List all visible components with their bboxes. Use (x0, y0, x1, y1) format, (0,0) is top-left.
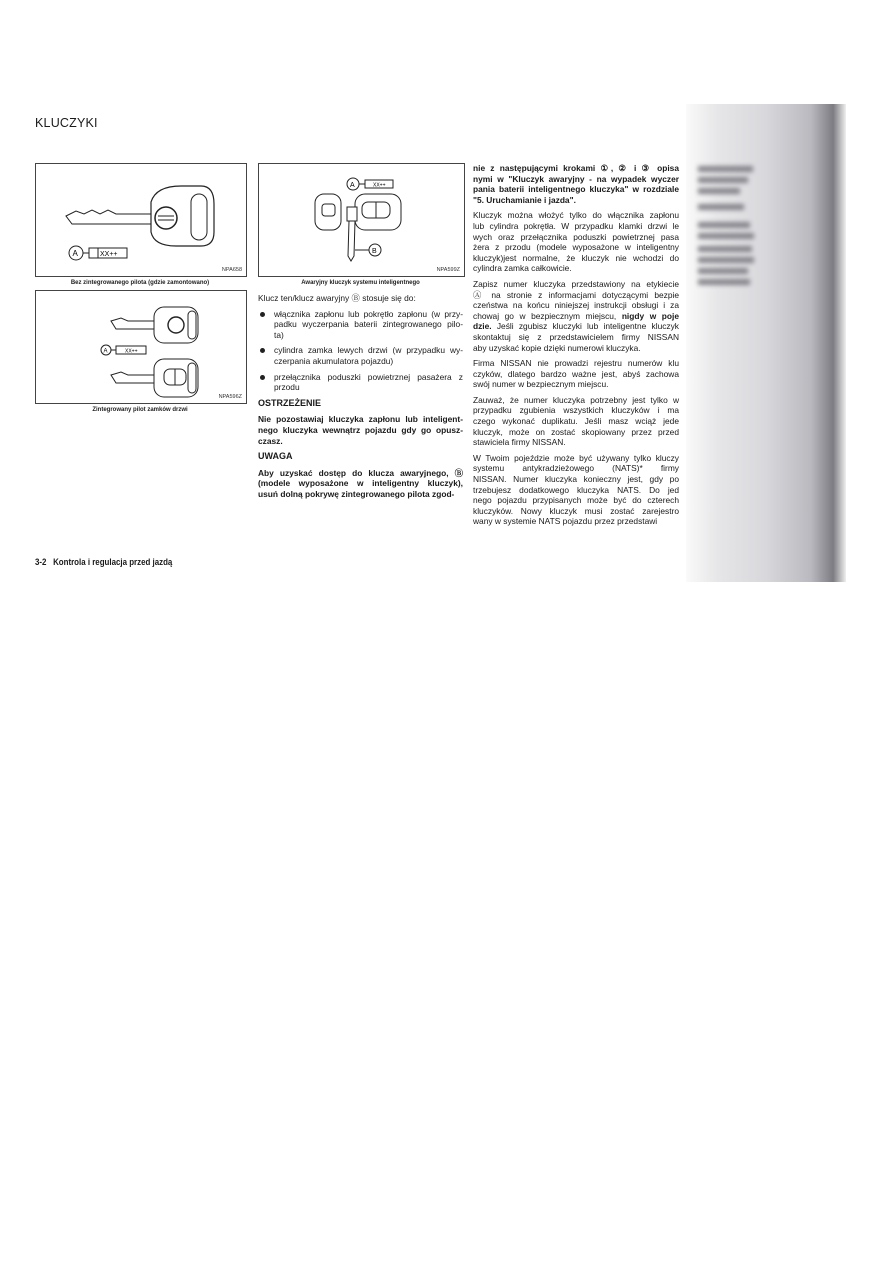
svg-text:A: A (350, 182, 355, 189)
intro-text: Klucz ten/klucz awaryjny Ⓑ stosuje się do: (258, 293, 416, 303)
text-line (473, 321, 679, 332)
svg-text:A: A (103, 348, 108, 355)
figure-caption: Awaryjny kluczyk systemu inteligentnego (301, 280, 420, 286)
blurred-page-edge (686, 104, 846, 582)
svg-text:XX++: XX++ (373, 182, 386, 189)
figure-code: NPA596Z (218, 394, 242, 400)
text-line: czerpania akumulatora pojazdu) (274, 355, 394, 366)
text-line: Aby uzyskać dostęp do klucza awaryjnego, Ⓑ (258, 467, 463, 478)
text-line: wany w systemie NATS pojazdu przez przedstawi (473, 516, 658, 527)
svg-text:B: B (372, 248, 377, 255)
paragraph (473, 163, 679, 205)
text-line: Zauważ, że numer kluczyka potrzebny jest tylko w (473, 394, 679, 405)
text-line: kluczyków. Nowy kluczyk musi zostać zarejestro (473, 505, 679, 516)
bullet-item (258, 345, 463, 366)
text-line: systemu antykradzieżowego (NATS)* firmy (473, 463, 679, 474)
text-line: wych oraz przełącznika poduszki powietrznej pasa (473, 231, 679, 242)
page-number: 3-2 (35, 557, 47, 567)
text-line: swój numer w bezpiecznym miejscu. (473, 379, 609, 390)
remote-key-illustration (36, 291, 246, 403)
text-line: włącznika zapłonu lub pokrętło zapłonu (w przy- (274, 308, 463, 319)
note-text (258, 468, 463, 500)
text-line: Nie pozostawiaj kluczyka zapłonu lub inteligent- (258, 414, 463, 425)
text-segment: chowaj go w bezpiecznym miejscu, (473, 310, 622, 321)
text-line: Firma NISSAN nie prowadzi rejestru numerów klu (473, 358, 679, 369)
text-line: cylindra zamka lewych drzwi (w przypadku wy- (274, 345, 463, 356)
bullet-icon (260, 348, 265, 353)
key-illustration (36, 164, 246, 276)
text-line: czeństwa na końcu niniejszej instrukcji obsługi i za (473, 300, 679, 311)
text-line: Kluczyk można włożyć tylko do włącznika zapłonu (473, 210, 679, 221)
bold-text: dzie. (473, 321, 492, 332)
text-line: stawiciela firmy NISSAN. (473, 437, 566, 448)
figure-caption: Zintegrowany pilot zamków drzwi (92, 407, 188, 413)
paragraph (473, 395, 679, 448)
text-line: przypadku zgubienia wszystkich kluczyków i ma (473, 405, 679, 416)
warning-text (258, 414, 463, 446)
figure-code: NPA599Z (436, 267, 460, 273)
text-line: skontaktuj się z przedstawicielem firmy NISSAN (473, 331, 679, 342)
text-line: usuń dolną pokrywę zintegrowanego pilota zgod- (258, 488, 455, 499)
svg-text:XX++: XX++ (100, 251, 118, 258)
text-line: pania baterii inteligentnego kluczyka" w rozdziale (473, 184, 679, 195)
paragraph (473, 358, 679, 390)
text-line: padku wyczerpania baterii zintegrowanego pilo- (274, 319, 463, 330)
text-line (473, 311, 679, 322)
paragraph (473, 210, 679, 274)
right-column-text (473, 163, 679, 532)
page-footer (35, 557, 172, 567)
text-line: żera z przodu (modele wyposażone w inteligentny (473, 242, 679, 253)
emergency-key-illustration (259, 164, 464, 276)
figure-code: NPA658 (221, 267, 242, 273)
text-line: Zapisz numer kluczyka przedstawiony na etykiecie (473, 278, 679, 289)
text-line: nymi w "Kluczyk awaryjny - na wypadek wyczer (473, 173, 679, 184)
note-heading: UWAGA (258, 451, 293, 462)
text-line: czego wykonać duplikatu. Jeśli masz wciąż jede (473, 416, 679, 427)
figure-integrated-remote (35, 290, 247, 404)
paragraph (473, 279, 679, 353)
text-line: nego kluczyka wewnątrz pojazdu gdy go opusz- (258, 424, 463, 435)
text-line: W Twoim pojeździe może być używany tylko kluczy (473, 452, 679, 463)
text-line: NISSAN. Numer kluczyka konieczny jest, gdy po (473, 474, 679, 485)
paragraph (473, 453, 679, 527)
page-heading: KLUCZYKI (35, 116, 98, 130)
text-line: czyków, dlatego bardzo ważne jest, abyś zachowa (473, 368, 679, 379)
text-line: ta) (274, 329, 284, 340)
text-line: aby uzyskać kopie dzięki numerowi kluczyka. (473, 342, 641, 353)
text-segment: Jeśli zgubisz kluczyki lub inteligentne kluczyk (491, 321, 679, 332)
text-line: Ⓐ na stronie z informacjami dotyczącymi bezpie (473, 289, 679, 300)
text-line: przodu (274, 382, 300, 393)
text-line: (modele wyposażone w inteligentny kluczyk), (258, 478, 463, 489)
section-title: Kontrola i regulacja przed jazdą (53, 557, 173, 567)
text-line: kluczyk, może on zostać skopiowany przez przed (473, 426, 679, 437)
text-line: czasz. (258, 435, 283, 446)
text-line: lub cylindra pokrętła. W przypadku klamki drzwi le (473, 220, 679, 231)
svg-text:A: A (72, 249, 78, 258)
bold-text: nigdy w poje (621, 310, 679, 321)
warning-heading: OSTRZEŻENIE (258, 397, 322, 408)
text-line: przełącznika poduszki powietrznej pasażera z (274, 371, 463, 382)
figure-emergency-key (258, 163, 465, 277)
figure-caption: Bez zintegrowanego pilota (gdzie zamontowano) (70, 280, 210, 286)
middle-column-text (258, 293, 463, 505)
bullet-icon (260, 375, 265, 380)
bullet-item (258, 372, 463, 393)
text-line: nego pojazdu przypisanych może być do czterech (473, 495, 679, 506)
bullet-item (258, 309, 463, 341)
figure-key-no-remote (35, 163, 247, 277)
text-line: "5. Uruchamianie i jazda". (473, 194, 576, 205)
text-line: nie z następującymi krokami ①, ② i ③ opisa (473, 163, 679, 173)
text-line: kluczyk)jest normalne, że kluczyk nie wchodzi do (473, 252, 679, 263)
text-line: trzebujesz dodatkowego kluczyka NATS. Do jed (473, 484, 679, 495)
svg-text:XX++: XX++ (125, 348, 138, 355)
text-line: cylindra zamka całkowicie. (473, 263, 572, 274)
bullet-icon (260, 312, 265, 317)
